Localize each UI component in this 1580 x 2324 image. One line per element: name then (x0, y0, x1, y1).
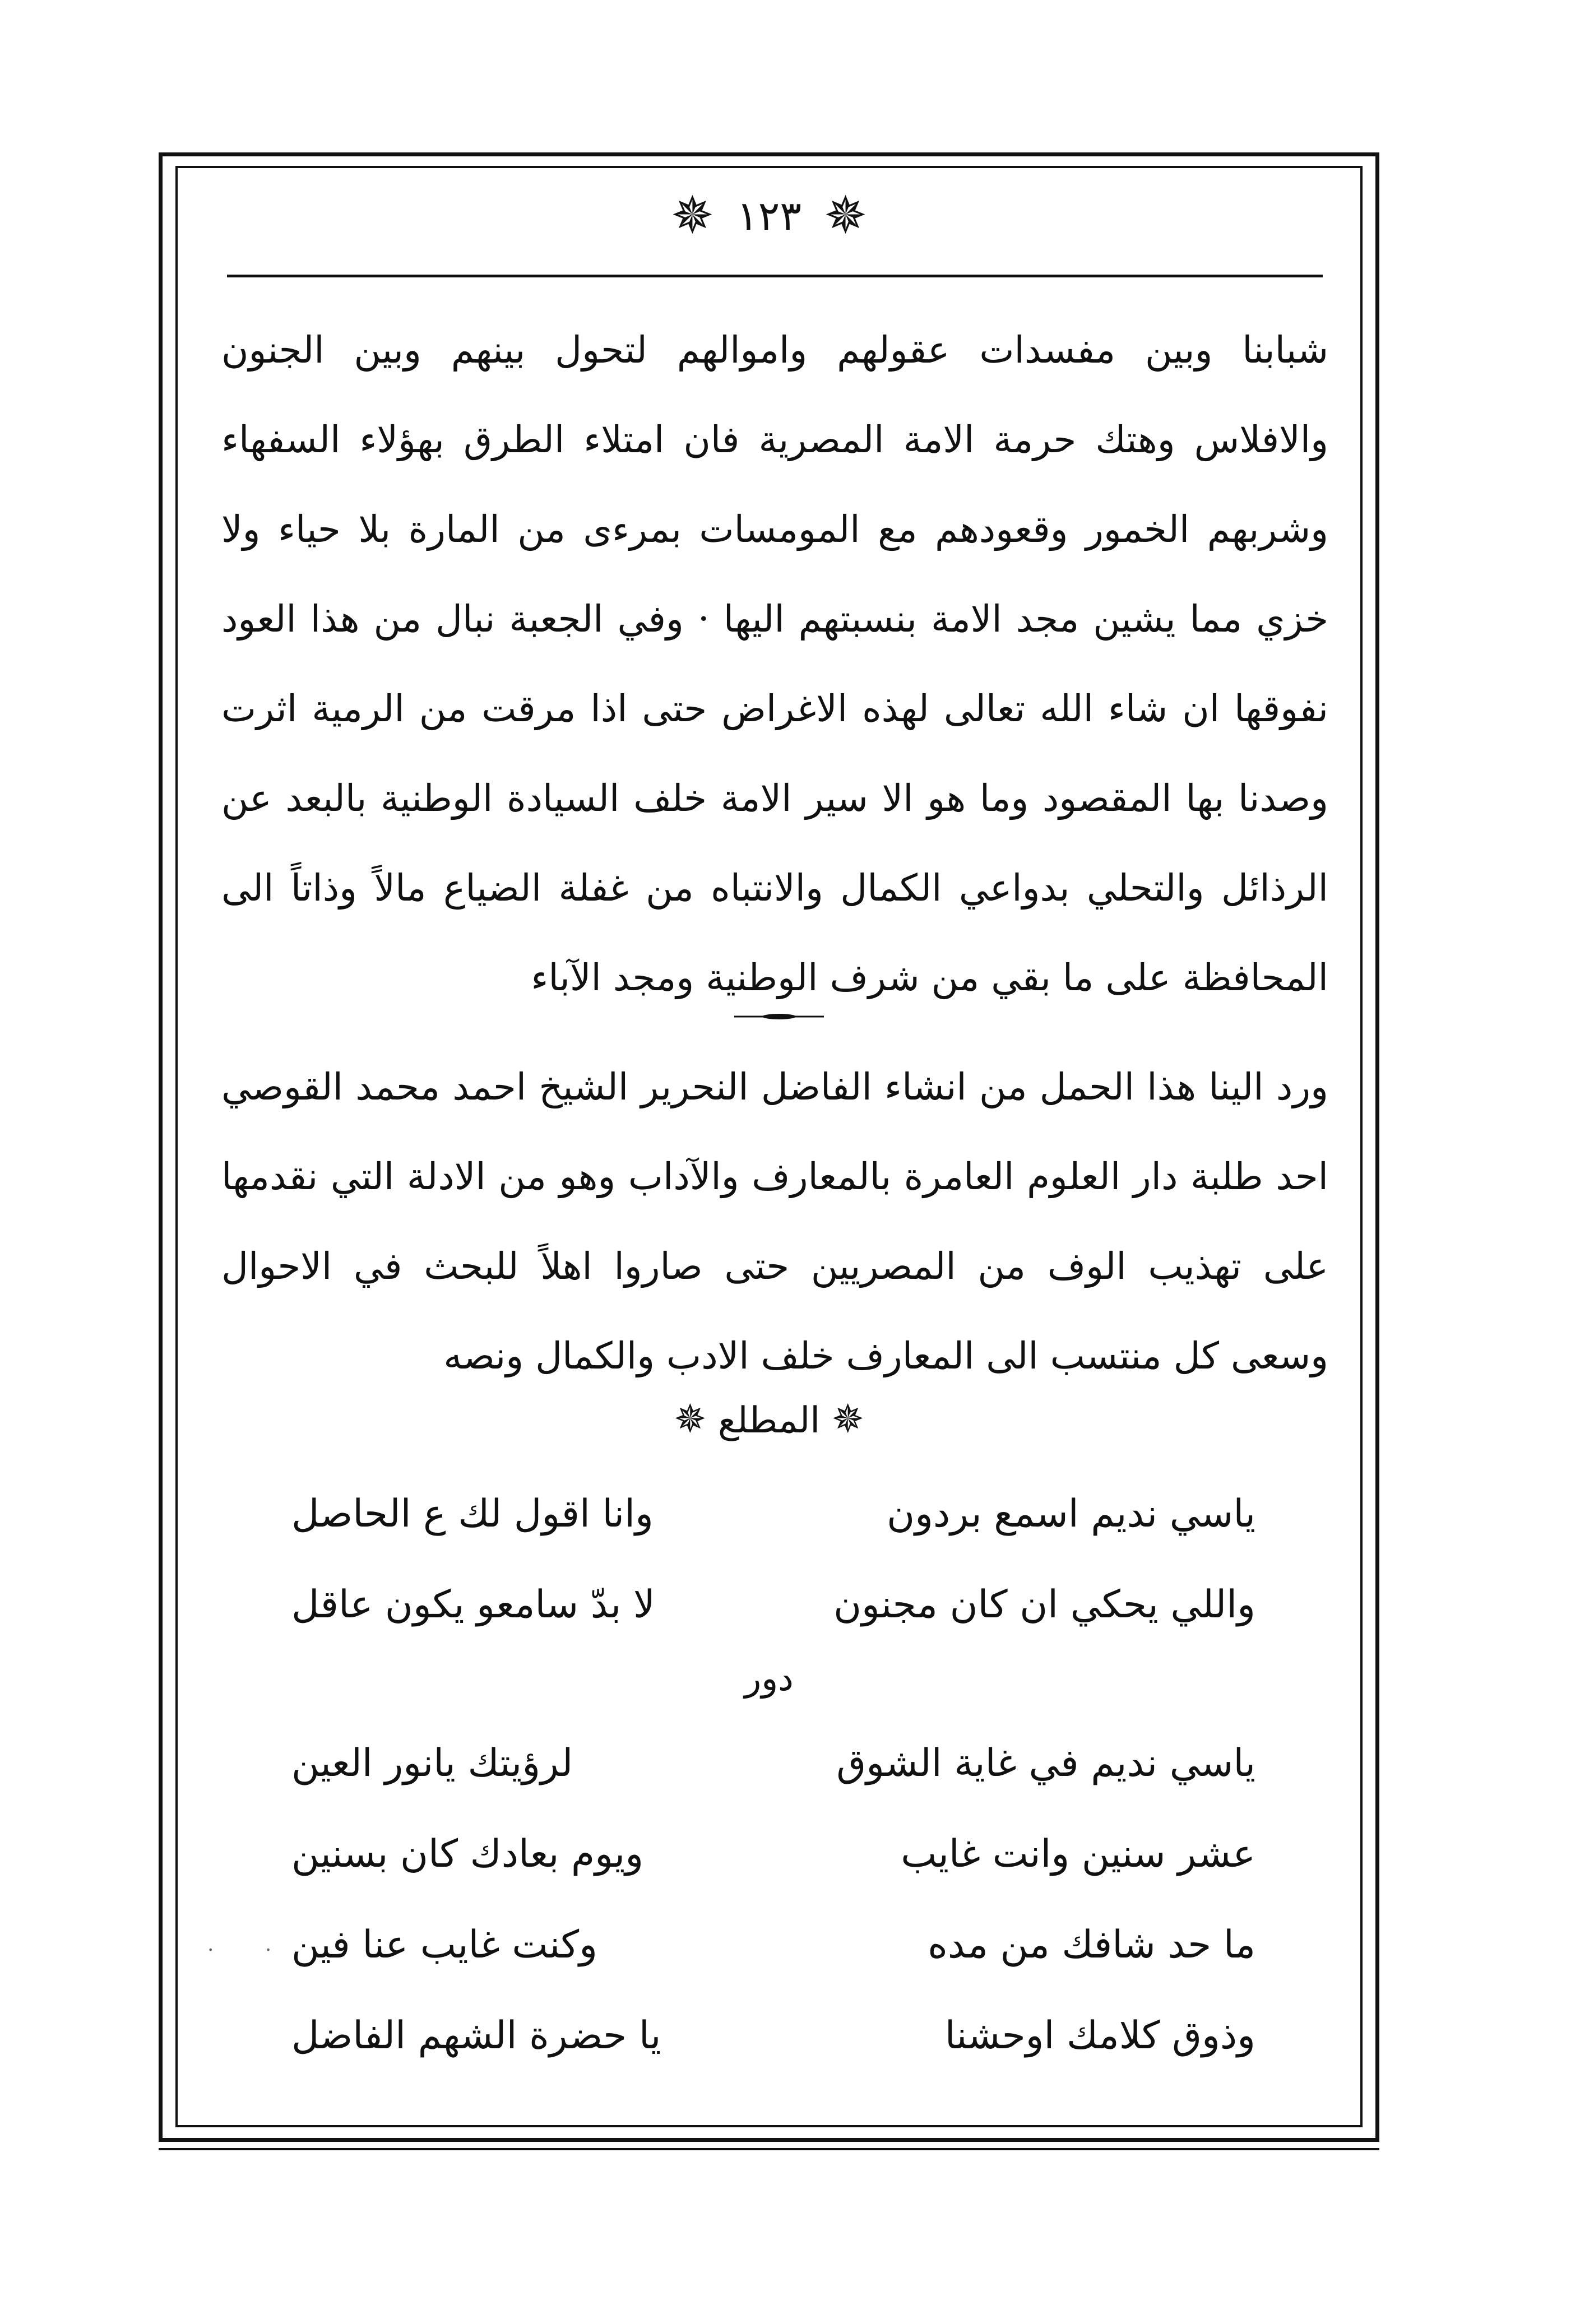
star-ornament-icon: ✵ (824, 185, 868, 245)
stanza-label: دور (744, 1658, 794, 1699)
verse-second-half: يا حضرة الشهم الفاضل (291, 2013, 661, 2058)
verse-first-half: ياسي نديم اسمع بردون (887, 1491, 1255, 1536)
body-paragraph (221, 1042, 1328, 1401)
verse-second-half: لرؤيتك يانور العين (291, 1741, 573, 1785)
verse-first-half: ما حد شافك من مده (928, 1922, 1255, 1967)
header-divider (227, 275, 1323, 277)
paragraph-text: شبابنا وبين مفسدات عقولهم واموالهم لتحول بينهم وبين الجنون والافلاس وهتك حرمة الامة المصرية فان امتلاء الطرق بهؤلاء السفهاء وشربهم الخمور وقعودهم مع المومسات بمرءى من المارة بلا حياء ولا خزي مما يشين مجد الامة بنسبتهم اليها · وفي الجعبة نبال من هذا العود نفوقها ان شاء الله تعالى لهذه الاغراض حتى اذا مرقت من الرمية اثرت وصدنا بها المقصود وما هو الا سير الامة خلف السيادة الوطنية بالبعد عن الرذائل والتحلي بدواعي الكمال والانتباه من غفلة الضياع مالاً وذاتاً الى المحافظة على ما بقي من شرف الوطنية ومجد الآباء (221, 328, 1329, 999)
poem-stanza-opening (291, 1468, 1255, 1650)
page-number: ١٢٣ (736, 192, 802, 239)
star-ornament-icon: ✵ (831, 1396, 865, 1442)
poem-heading (175, 1393, 1363, 1449)
verse-first-half: عشر سنين وانت غايب (901, 1831, 1255, 1876)
margin-specks: · · (207, 1939, 294, 1962)
paragraph-text: ورد الينا هذا الحمل من انشاء الفاضل النحرير الشيخ احمد محمد القوصي احد طلبة دار العلوم العامرة بالمعارف والآداب وهو من الادلة التي نقدمها على تهذيب الوف من المصريين حتى صاروا اهلاً للبحث في الاحوال وسعى كل منتسب الى المعارف خلف الادب والكمال ونصه (221, 1065, 1328, 1377)
poem-stanza-dawr (291, 1718, 1255, 2081)
verse-second-half: لا بدّ سامعو يكون عاقل (291, 1582, 655, 1627)
verse-second-half: وكنت غايب عنا فين (291, 1922, 597, 1967)
poem-verse (291, 1808, 1255, 1899)
poem-verse (291, 1468, 1255, 1559)
poem-heading-text: المطلع (717, 1400, 821, 1441)
poem-verse (291, 1899, 1255, 1990)
verse-first-half: وذوق كلامك اوحشنا (944, 2013, 1255, 2058)
verse-first-half: واللي يحكي ان كان مجنون (833, 1582, 1255, 1627)
page-header (175, 185, 1363, 247)
verse-second-half: وانا اقول لك ع الحاصل (291, 1491, 654, 1536)
poem-verse (291, 1990, 1255, 2081)
poem-verse (291, 1559, 1255, 1650)
section-divider (734, 1013, 824, 1020)
verse-first-half: ياسي نديم في غاية الشوق (836, 1741, 1255, 1785)
star-ornament-icon: ✵ (670, 185, 714, 245)
poem-verse (291, 1718, 1255, 1808)
verse-second-half: ويوم بعادك كان بسنين (291, 1831, 644, 1876)
body-paragraph (221, 305, 1328, 1023)
bottom-border-rule (159, 2148, 1379, 2150)
star-ornament-icon: ✵ (673, 1396, 707, 1442)
